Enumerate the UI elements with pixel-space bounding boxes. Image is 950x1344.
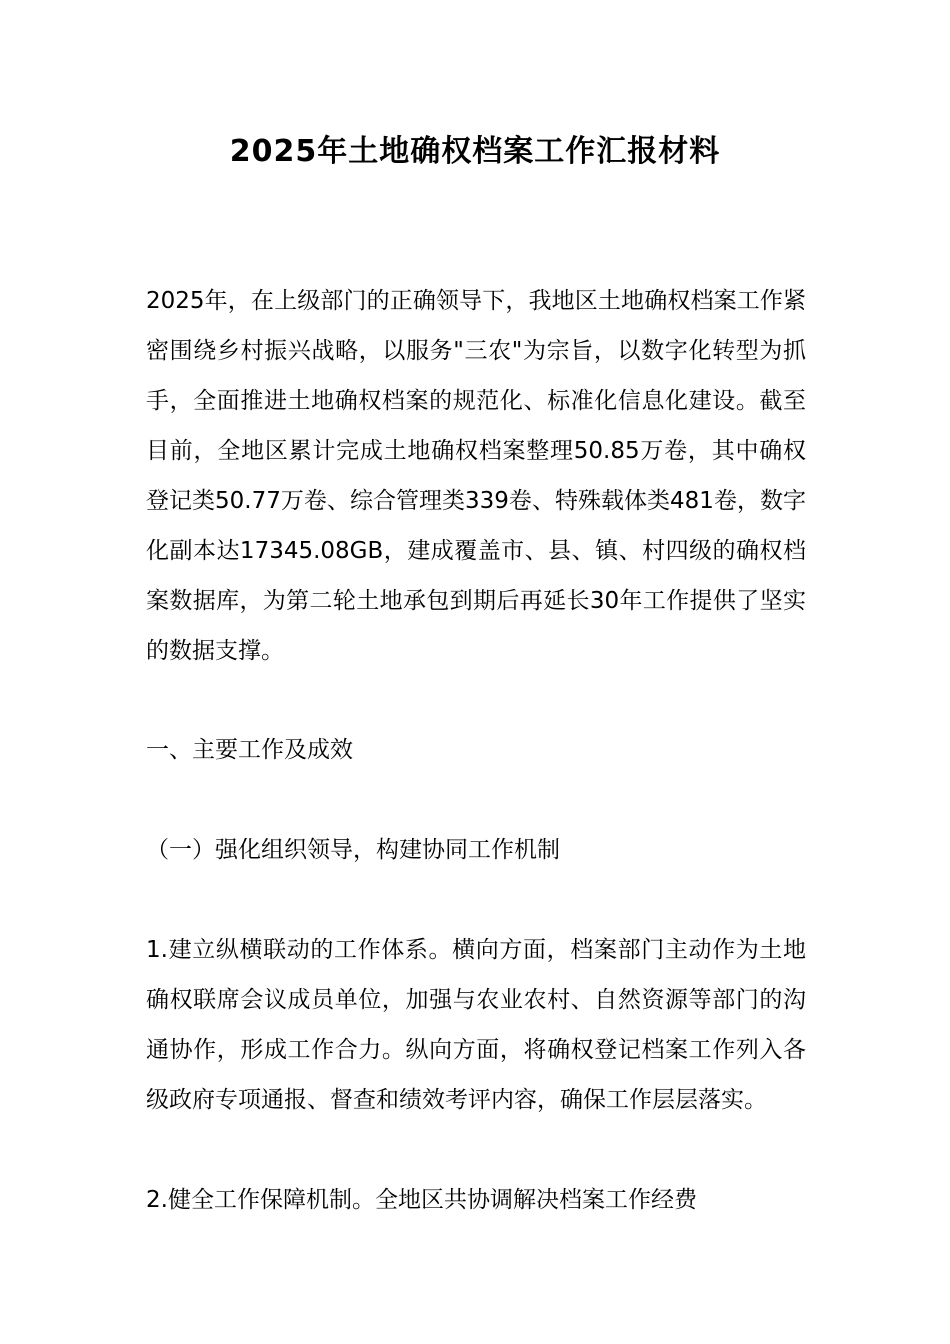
paragraph-item-2: 2.健全工作保障机制。全地区共协调解决档案工作经费 bbox=[146, 1187, 697, 1213]
intro-paragraph: 2025年，在上级部门的正确领导下，我地区土地确权档案工作紧密围绕乡村振兴战略，以服务"三农"为宗旨，以数字化转型为抓手，全面推进土地确权档案的规范化、标准化信息化建设。截至目前，全地区累计完成土地确权档案整理50.85万卷，其中确权登记类50.77万卷、综合管理类339卷、特殊载体类481卷，数字化副本达17345.08GB，建成覆盖市、县、镇、村四级的确权档案数据库，为第二轮土地承包到期后再延长30年工作提供了坚实的数据支撑。 bbox=[146, 288, 806, 664]
subsection-heading-organization: （一）强化组织领导，构建协同工作机制 bbox=[146, 837, 560, 863]
paragraph-item-1: 1.建立纵横联动的工作体系。横向方面，档案部门主动作为土地确权联席会议成员单位，加强与农业农村、自然资源等部门的沟通协作，形成工作合力。纵向方面，将确权登记档案工作列入各级政府专项通报、督查和绩效考评内容，确保工作层层落实。 bbox=[146, 937, 806, 1113]
document-title: 2025年土地确权档案工作汇报材料 bbox=[229, 134, 721, 169]
section-heading-main-work: 一、主要工作及成效 bbox=[146, 737, 353, 763]
